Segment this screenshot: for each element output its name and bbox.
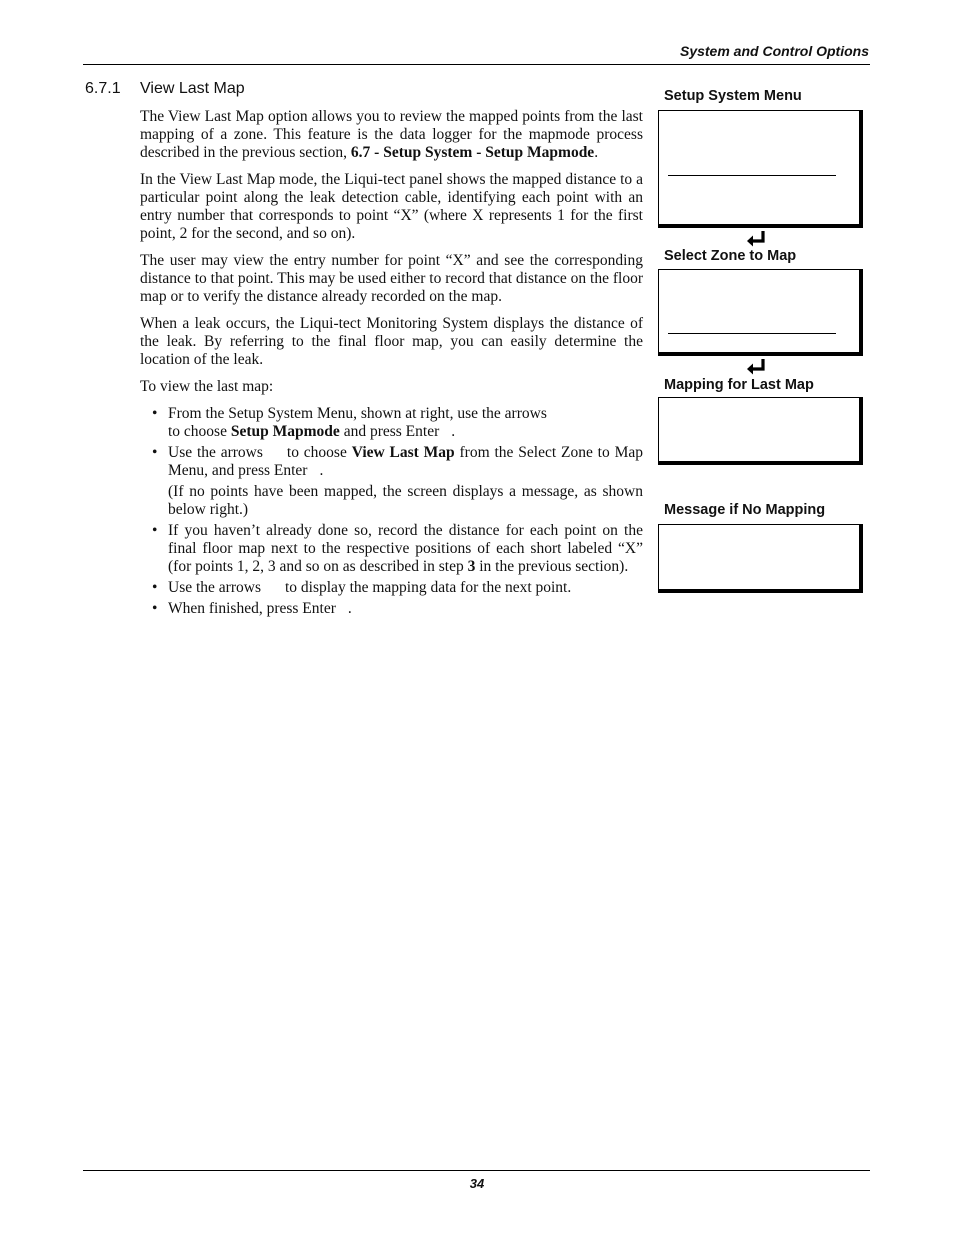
bullet-icon: •	[152, 405, 158, 422]
paragraph-intro: The View Last Map option allows you to review the mapped points from the last mapping of a zone. This feature is the data logger for the mapmode process described in the previous section, 6.7 - Setup System - Setup Mapmode.	[140, 108, 643, 161]
no-mapping-note: (If no points have been mapped, the screen displays a message, as shown below right.)	[168, 483, 643, 518]
cross-reference: 6.7 - Setup System - Setup Mapmode	[350, 144, 595, 161]
screen-divider	[668, 333, 836, 334]
list-item: • Use the arrows to display the mapping data for the next point.	[152, 579, 572, 596]
list-item: • When finished, press Enter .	[152, 600, 352, 617]
paragraph-leak: When a leak occurs, the Liqui-tect Monitoring System displays the distance of the leak. By referring to the final floor map, you can easily determine the location of the leak.	[140, 315, 643, 368]
mapping-for-last-map-label: Mapping for Last Map	[664, 377, 814, 393]
paragraph-mode: In the View Last Map mode, the Liqui-tect panel shows the mapped distance to a particular point along the leak detection cable, identifying each point with an entry number that corresponds to point “X” (where X represents 1 for the first point, 2 for the second, and so on).	[140, 171, 643, 242]
select-zone-to-map-label: Select Zone to Map	[664, 248, 797, 264]
step-list	[140, 405, 643, 618]
footer-rule	[83, 1170, 870, 1171]
running-header-title: System and Control Options	[679, 43, 869, 59]
bullet-icon: •	[152, 444, 158, 461]
mapping-for-last-map-screen	[658, 397, 863, 465]
enter-key-icon	[744, 229, 768, 249]
list-item: • From the Setup System Menu, shown at right, use the arrows to choose Setup Mapmode and press Enter .	[152, 405, 547, 440]
message-if-no-mapping-screen	[658, 524, 863, 593]
list-item: • Use the arrows to choose View Last Map from the Select Zone to Map Menu, and press Enter . (If no points have been mapped, the screen displays a message, as shown below right.)	[152, 444, 643, 518]
setup-system-menu-screen	[658, 110, 863, 228]
bullet-icon: •	[152, 522, 158, 539]
message-if-no-mapping-label: Message if No Mapping	[664, 502, 826, 518]
enter-key-icon	[744, 357, 768, 377]
body-text	[140, 108, 643, 621]
header-rule	[83, 64, 870, 65]
paragraph-steps-intro: To view the last map:	[140, 378, 274, 395]
section-title: View Last Map	[140, 80, 245, 97]
select-zone-to-map-screen	[658, 269, 863, 356]
list-item: • If you haven’t already done so, record the distance for each point on the final floor map next to the respective positions of each short labeled “X” (for points 1, 2, 3 and so on as described in step 3 in the previous section).	[152, 522, 643, 575]
bullet-icon: •	[152, 579, 158, 596]
setup-system-menu-label: Setup System Menu	[664, 88, 802, 104]
bullet-icon: •	[152, 600, 158, 617]
page-number: 34	[469, 1176, 485, 1191]
paragraph-entry-number: The user may view the entry number for point “X” and see the corresponding distance to that point. This may be used either to record that distance on the floor map or to verify the distance already recorded on the map.	[140, 252, 643, 305]
screen-divider	[668, 175, 836, 176]
section-number: 6.7.1	[85, 80, 121, 97]
